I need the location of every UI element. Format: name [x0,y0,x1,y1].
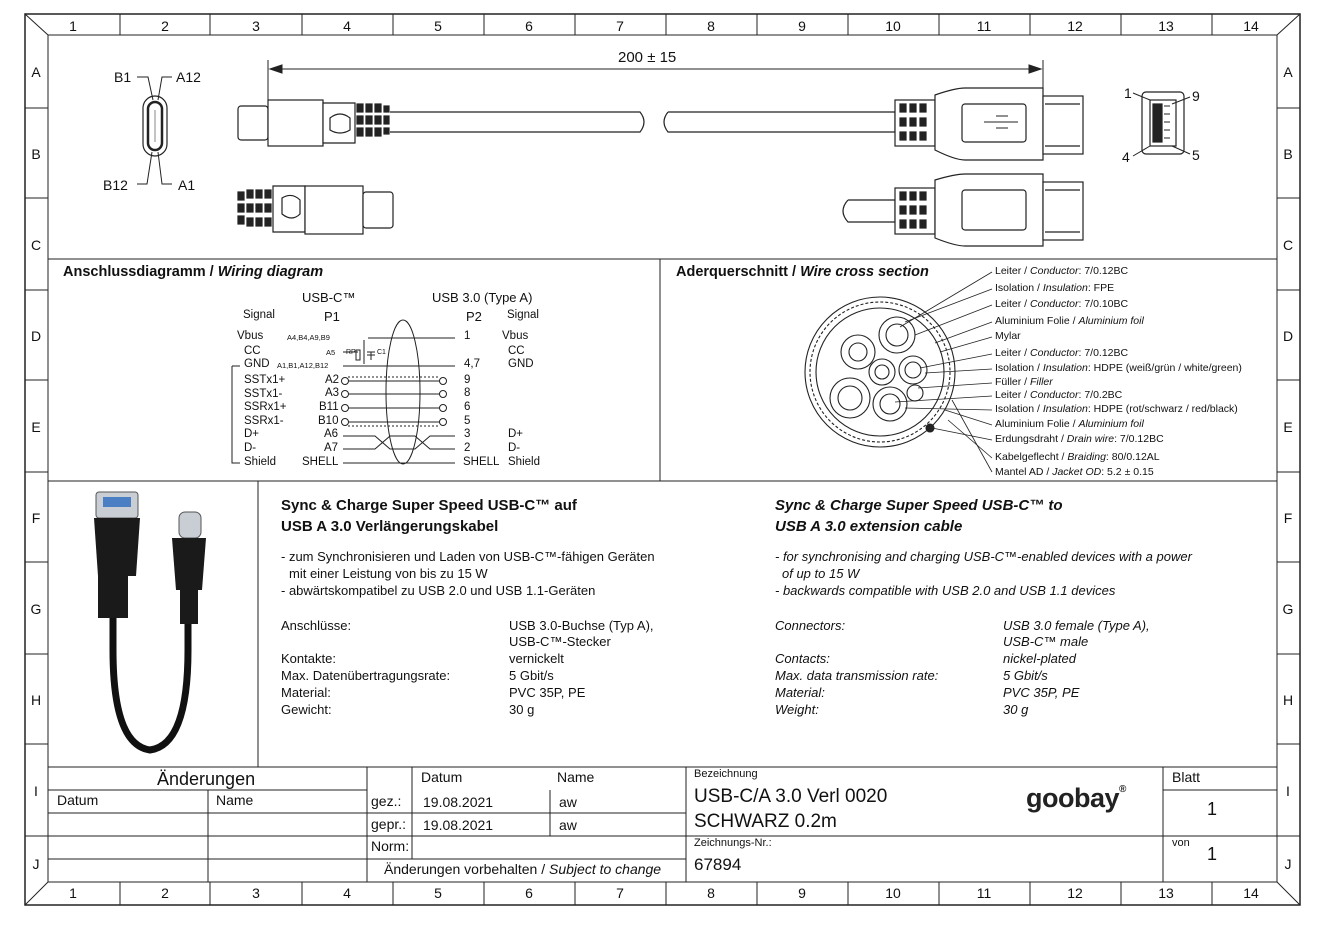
row-label: E [31,419,41,435]
wiring-title [63,265,323,280]
usba-pin-9: 9 [1192,88,1200,104]
cross-label: Leiter / Conductor: 7/0.10BC [995,298,1129,310]
cross-label: Isolation / Insulation: HDPE (rot/schwarz / red/black) [995,403,1238,415]
row-label: C [30,237,42,253]
spec-value: USB 3.0 female (Type A), [1003,618,1150,633]
spec-value: USB-C™-Stecker [509,634,611,649]
col-label: 11 [976,885,992,901]
rp-label: RP [346,349,356,356]
row-label: F [1283,510,1293,526]
col-label: 5 [434,885,442,901]
pin-label-b12: B12 [103,177,128,193]
usbc-header: USB-C™ [302,290,356,305]
changes-datum-header: Datum [57,792,99,808]
en-bullet1: - for synchronising and charging USB-C™-enabled devices with a power [775,549,1192,564]
gepr-date: 19.08.2021 [423,817,494,833]
changes-heading: Änderungen [157,769,256,789]
wire-p2: 6 [464,401,471,413]
row-label: J [32,856,40,872]
col-label: 13 [1158,18,1174,34]
row-label: H [1282,692,1294,708]
wire-p2: 8 [464,387,471,399]
row-label: G [30,601,42,617]
en-title-line2: USB A 3.0 extension cable [775,518,963,535]
wire-p2: 9 [464,374,471,386]
cross-label: Mylar [995,330,1021,342]
signal-header-left: Signal [243,309,275,321]
col-label: 9 [798,18,806,34]
wire-signal: SSTx1+ [244,374,286,386]
cross-title-en: Wire cross section [800,264,929,280]
row-label: D [1282,328,1294,344]
usbc-face-view [137,77,172,184]
wire-signal: SSTx1- [244,388,283,400]
row-label: G [1282,601,1294,617]
cross-label: Kabelgeflecht / Braiding: 80/0.12AL [995,451,1160,463]
zeichnungs-label: Zeichnungs-Nr.: [694,837,772,849]
row-label: J [1284,856,1292,872]
bezeichnung-line2: SCHWARZ 0.2m [694,811,837,832]
wire-signal2: GND [508,358,534,370]
cross-title-de: Aderquerschnitt / [676,264,801,280]
spec-key: Material: [281,685,331,700]
wire-pin: A7 [324,442,339,454]
spec-key: Gewicht: [281,702,332,717]
cross-label: Erdungsdraht / Drain wire: 7/0.12BC [995,433,1164,445]
col-label: 13 [1158,885,1174,901]
en-bullet1-cont: of up to 15 W [782,566,860,581]
wire-signal: D+ [244,428,260,440]
col-label: 11 [976,18,992,34]
cross-label: Isolation / Insulation: FPE [995,282,1115,294]
pin-label-a1: A1 [178,177,196,193]
gez-label: gez.: [371,793,402,809]
norm-label: Norm: [371,838,410,854]
dimension-line [268,60,1043,100]
signal-header-right: Signal [507,309,539,321]
p2-header: P2 [466,309,482,324]
cross-label: Leiter / Conductor: 7/0.12BC [995,347,1129,359]
wire-signal: Shield [244,456,276,468]
col-label: 7 [616,885,624,901]
de-title-line1: Sync & Charge Super Speed USB-C™ auf [281,497,577,514]
row-label: F [31,510,41,526]
gez-name: aw [559,794,577,810]
spec-value: 30 g [1003,702,1029,717]
col-label: 8 [707,18,715,34]
col-label: 4 [343,885,351,901]
von-label: von [1172,837,1190,849]
de-title-line2: USB A 3.0 Verlängerungskabel [281,518,499,535]
blatt-value: 1 [1207,799,1218,819]
wire-pin: B11 [319,401,339,413]
col-label: 12 [1067,885,1083,901]
usba-header: USB 3.0 (Type A) [432,290,533,305]
usba-pin-1: 1 [1124,85,1132,101]
product-photo [94,492,206,750]
section-dividers [48,259,1277,767]
subject-en: Subject to change [549,861,662,877]
wiring-title-de: Anschlussdiagramm / [63,264,218,280]
cable-cross-section [805,297,955,447]
de-bullet2: - abwärtskompatibel zu USB 2.0 und USB 1.1-Geräten [281,583,596,598]
row-label: H [30,692,42,708]
zeichnungs-nr: 67894 [694,855,742,874]
usbc-plug-side [238,186,393,234]
usba-pin-4: 4 [1122,149,1130,165]
p1-header: P1 [324,309,340,324]
cross-label: Leiter / Conductor: 7/0.12BC [995,265,1129,277]
col-label: 6 [525,885,533,901]
wire-signal: D- [244,442,257,454]
spec-key: Max. data transmission rate: [775,668,939,683]
wire-pin: A5 [326,348,336,357]
spec-value: USB-C™ male [1003,634,1089,649]
von-value: 1 [1207,844,1218,864]
wire-signal2: CC [508,345,525,357]
row-label: I [34,783,38,799]
col-label: 14 [1243,885,1259,901]
wiring-title-en: Wiring diagram [217,264,324,280]
wire-pin: A2 [325,374,340,386]
en-title-line1: Sync & Charge Super Speed USB-C™ to [775,497,1063,514]
col-label: 1 [69,885,77,901]
blatt-label: Blatt [1172,769,1201,785]
cross-label: Isolation / Insulation: HDPE (weiß/grün / white/green) [995,362,1242,374]
dimension-label: 200 ± 15 [618,49,677,66]
logo-text: goobay [1026,783,1120,813]
spec-value: vernickelt [509,651,564,666]
usba-socket-side [843,174,1083,246]
cross-section-title [676,265,929,280]
c1-label: C1 [377,349,386,356]
wire-pin: A4,B4,A9,B9 [287,333,330,342]
subject-to-change [384,862,661,876]
wire-p2: 4,7 [464,358,480,370]
gez-date: 19.08.2021 [423,794,494,810]
col-label: 12 [1067,18,1083,34]
pin-label-a12: A12 [176,69,201,85]
en-bullet2: - backwards compatible with USB 2.0 and USB 1.1 devices [775,583,1116,598]
spec-value: PVC 35P, PE [509,685,586,700]
col-label: 7 [616,18,624,34]
name-header: Name [557,769,595,785]
spec-key: Weight: [775,702,819,717]
wire-signal: Vbus [237,330,264,342]
wire-signal: SSRx1+ [244,401,287,413]
cross-label: Aluminium Folie / Aluminium foil [995,315,1144,327]
row-label: A [31,64,41,80]
wire-pin: A6 [324,428,339,440]
wire-signal: CC [244,345,261,357]
col-label: 2 [161,885,169,901]
col-label: 6 [525,18,533,34]
wire-pin: A1,B1,A12,B12 [277,361,329,370]
usba-socket-top [895,88,1083,160]
gepr-name: aw [559,817,577,833]
de-bullet1: - zum Synchronisieren und Laden von USB-C™-fähigen Geräten [281,549,655,564]
cross-label: Füller / Filler [995,376,1053,388]
wire-p2: 3 [464,428,471,440]
col-label: 14 [1243,18,1259,34]
wire-signal: GND [244,358,270,370]
col-label: 10 [885,18,901,34]
wire-p2: 5 [464,415,471,427]
col-label: 9 [798,885,806,901]
de-bullet1-cont: mit einer Leistung von bis zu 15 W [289,566,488,581]
wire-signal2: Shield [508,456,540,468]
spec-value: nickel-plated [1003,651,1076,666]
cross-label: Leiter / Conductor: 7/0.2BC [995,389,1123,401]
col-label: 10 [885,885,901,901]
col-label: 5 [434,18,442,34]
wire-signal2: D+ [508,428,524,440]
col-label: 8 [707,885,715,901]
spec-key: Max. Datenübertragungsrate: [281,668,451,683]
changes-name-header: Name [216,792,254,808]
pin-label-b1: B1 [114,69,132,85]
usbc-plug-top [238,100,895,146]
bezeichnung-line1: USB-C/A 3.0 Verl 0020 [694,786,888,807]
spec-key: Anschlüsse: [281,618,352,633]
row-label: B [1283,146,1293,162]
wire-signal2: D- [508,442,521,454]
gepr-label: gepr.: [371,816,407,832]
row-label: A [1283,64,1293,80]
wire-pin: SHELL [302,456,339,468]
row-label: E [1283,419,1293,435]
col-label: 4 [343,18,351,34]
col-label: 2 [161,18,169,34]
usba-pin-5: 5 [1192,147,1200,163]
spec-key: Connectors: [775,618,846,633]
wire-signal: SSRx1- [244,415,284,427]
spec-value: 5 Gbit/s [1003,668,1048,683]
row-label: D [30,328,42,344]
spec-value: 5 Gbit/s [509,668,554,683]
wire-pin: A3 [325,387,340,399]
spec-value: PVC 35P, PE [1003,685,1080,700]
col-label: 3 [252,885,260,901]
spec-key: Material: [775,685,825,700]
row-label: B [31,146,41,162]
row-label: C [1282,237,1294,253]
bezeichnung-label: Bezeichnung [694,768,758,780]
col-label: 1 [69,18,77,34]
logo-registered: ® [1119,784,1126,795]
wire-pin: B10 [318,415,339,427]
wire-signal2: Vbus [502,330,529,342]
subject-de: Änderungen vorbehalten / [384,861,550,877]
datum-header: Datum [421,769,463,785]
spec-key: Contacts: [775,651,830,666]
spec-key: Kontakte: [281,651,336,666]
goobay-logo [1026,785,1126,812]
wire-p2: SHELL [463,456,500,468]
cross-label: Aluminium Folie / Aluminium foil [995,418,1144,430]
usba-front-view [1133,92,1190,156]
cross-label: Mantel AD / Jacket OD: 5.2 ± 0.15 [995,466,1154,478]
spec-value: 30 g [509,702,535,717]
wire-p2: 1 [464,330,471,342]
row-label: I [1286,783,1290,799]
wire-p2: 2 [464,442,471,454]
spec-value: USB 3.0-Buchse (Typ A), [509,618,654,633]
col-label: 3 [252,18,260,34]
